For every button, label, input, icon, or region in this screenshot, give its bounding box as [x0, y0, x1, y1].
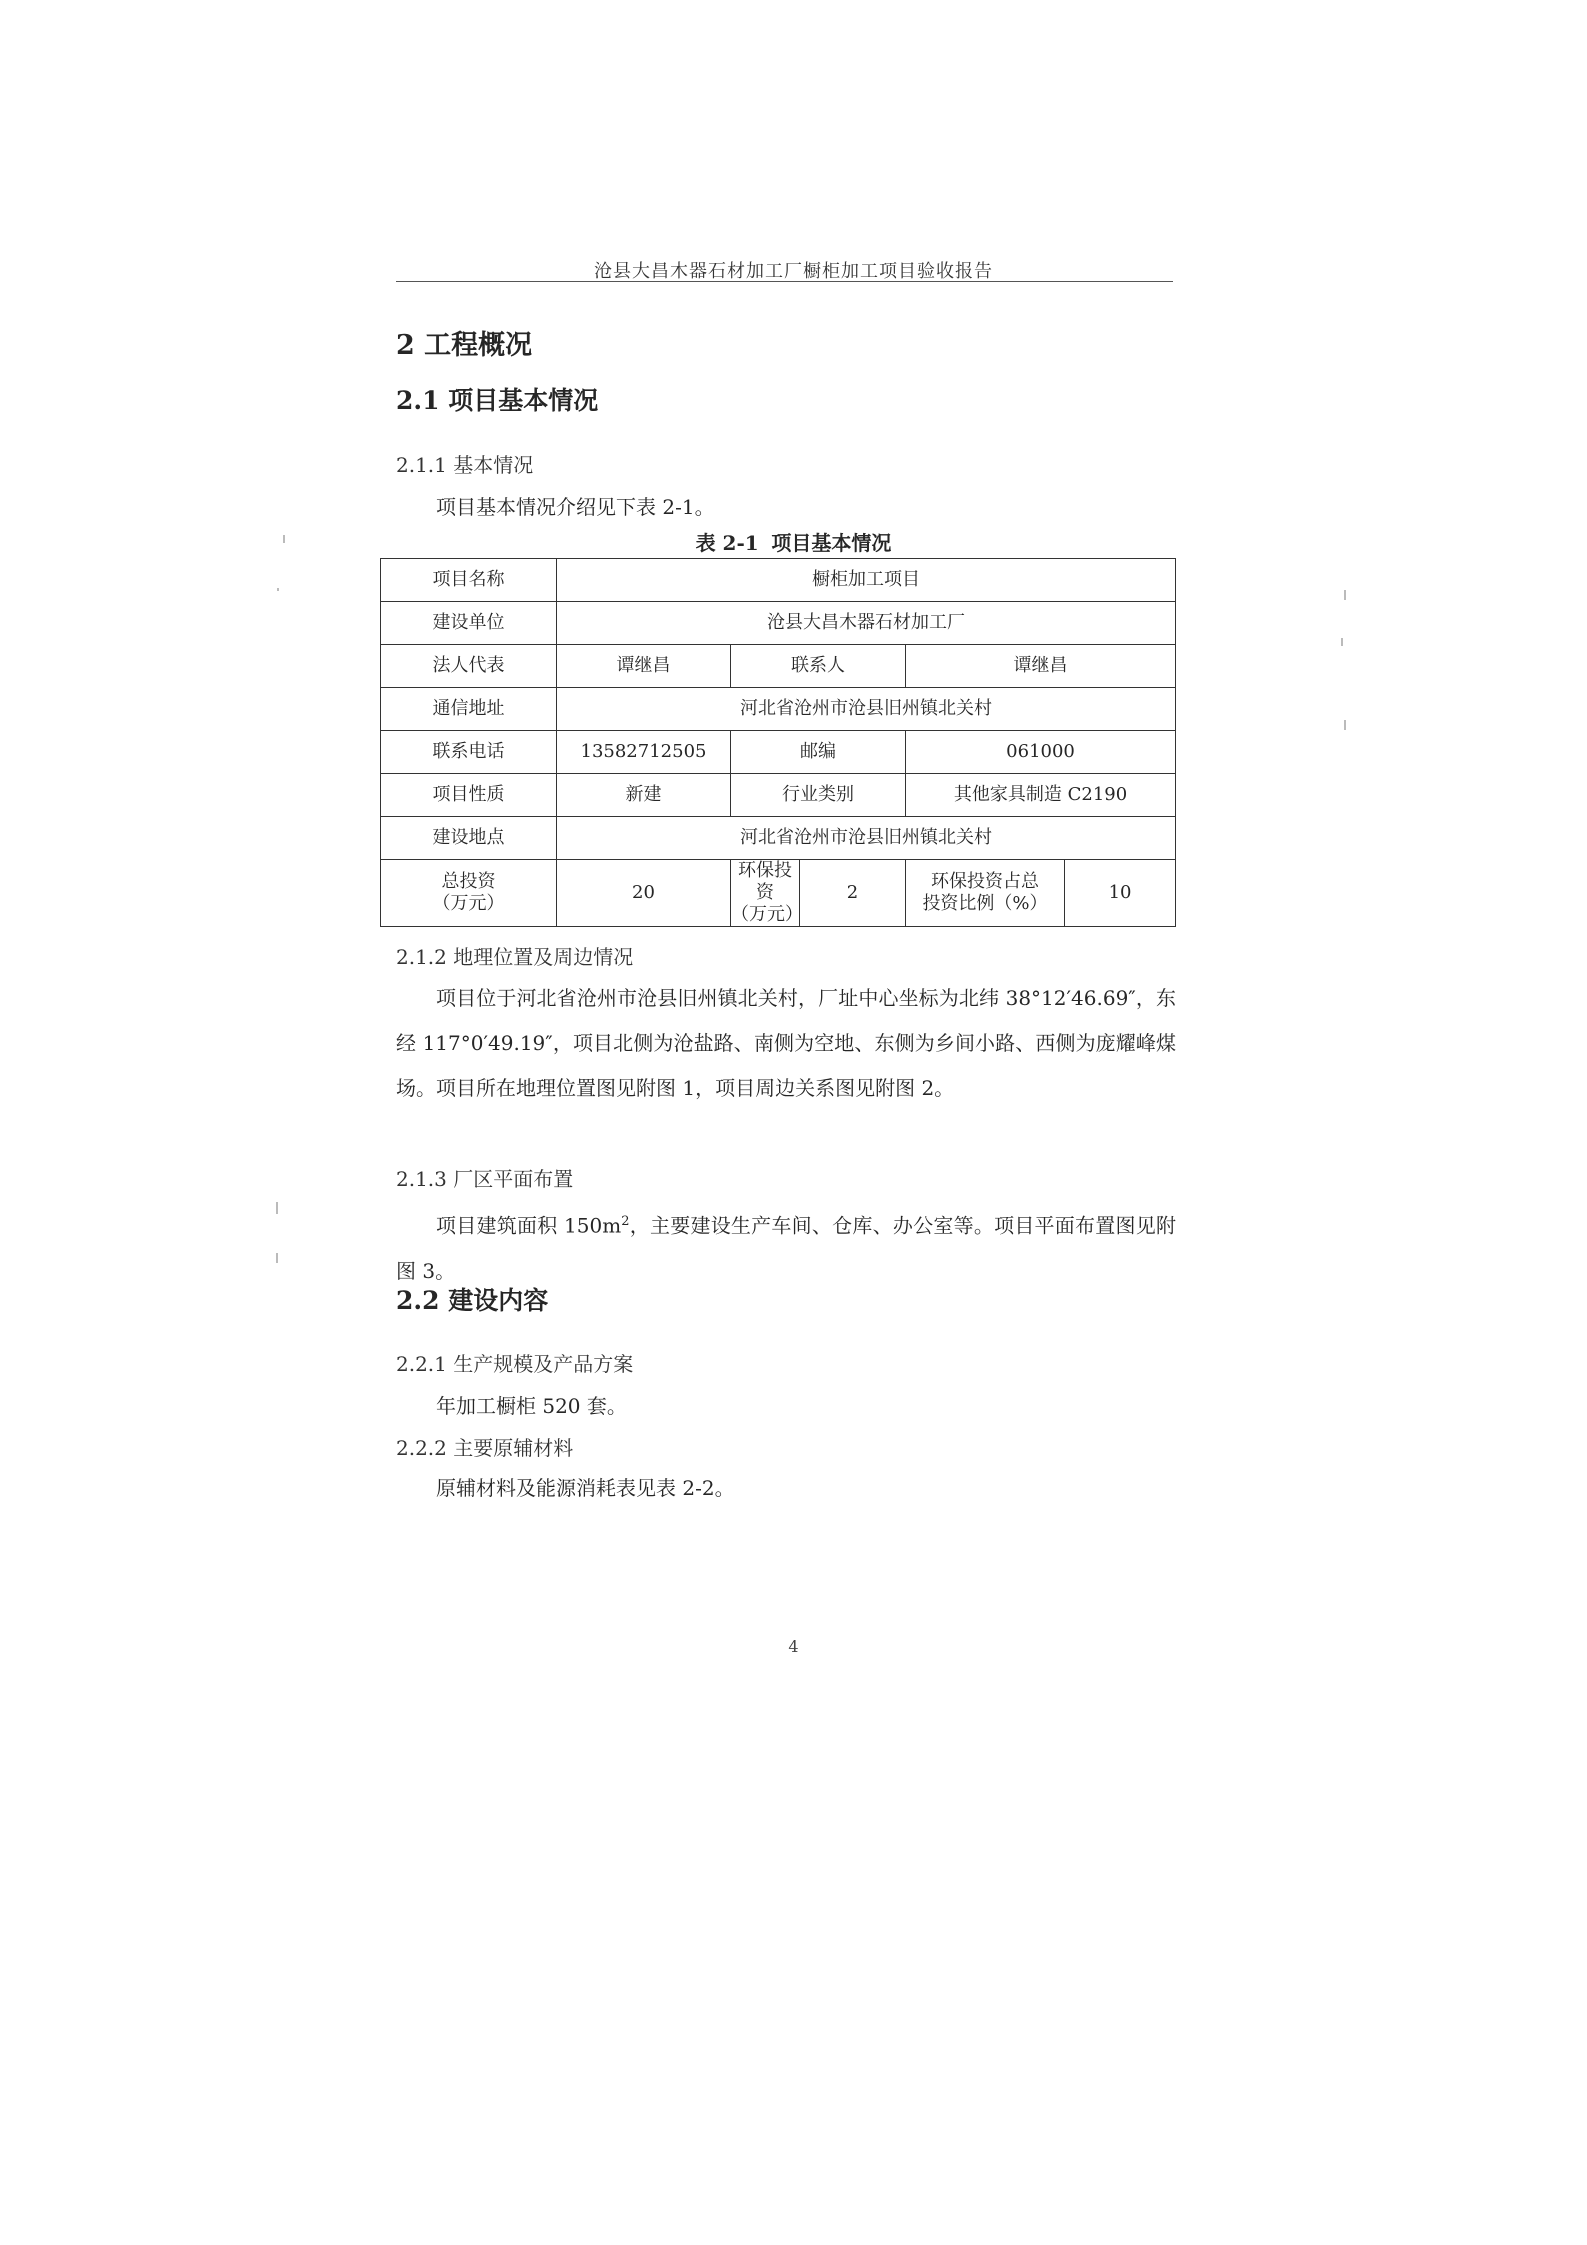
table-row: [381, 731, 1176, 774]
table-label-cell: [731, 860, 803, 927]
table-value-cell: 13582712505: [557, 731, 731, 774]
basic-info-table: [380, 558, 1176, 927]
table-label-cell: [381, 860, 557, 927]
header-rule: [396, 281, 1173, 282]
layout-text: ，主要建设生产车间、仓库、办公室等。项目平面布置图见附图 3。: [396, 1213, 1177, 1283]
section-2-2-heading: 2.2 建设内容: [396, 1286, 549, 1315]
table-value-cell: 橱柜加工项目: [557, 559, 1176, 602]
area-unit-superscript: 2: [621, 1214, 630, 1229]
label-line: 投资比例（%）: [922, 893, 1048, 914]
table-row: [381, 688, 1176, 731]
scan-speck: [1341, 638, 1343, 646]
table-value-cell: 河北省沧州市沧县旧州镇北关村: [557, 688, 1176, 731]
scan-speck: [276, 1253, 278, 1263]
table-label-cell: 联系电话: [381, 731, 557, 774]
table-value-cell: 沧县大昌木器石材加工厂: [557, 602, 1176, 645]
table-row: [381, 860, 1176, 927]
table-row: [381, 817, 1176, 860]
table-label-cell: 项目名称: [381, 559, 557, 602]
table-value-cell: 谭继昌: [557, 645, 731, 688]
table-row: [381, 559, 1176, 602]
table-row: [381, 602, 1176, 645]
table-caption-number: 表 2-1: [695, 531, 759, 555]
table-label-cell: 通信地址: [381, 688, 557, 731]
table-label-cell: 建设地点: [381, 817, 557, 860]
label-line: 环保投资占总: [931, 871, 1039, 892]
label-line: 总投资: [441, 871, 496, 892]
table-value-cell: 10: [1065, 860, 1176, 927]
area-text: 项目建筑面积 150m: [436, 1213, 622, 1238]
section-2-heading: 2 工程概况: [396, 330, 533, 361]
table-value-cell: 新建: [557, 774, 731, 817]
table-row: [381, 774, 1176, 817]
section-2-2-1-heading: 2.2.1 生产规模及产品方案: [396, 1352, 634, 1376]
table-label-cell: 法人代表: [381, 645, 557, 688]
label-line: 环保投资: [738, 860, 792, 903]
scan-speck: [1344, 720, 1346, 730]
section-2-1-2-text: 项目位于河北省沧州市沧县旧州镇北关村，厂址中心坐标为北纬 38°12′46.69″，东经 117°0′49.19″，项目北侧为沧盐路、南侧为空地、东侧为乡间小路、西侧为庞耀峰煤场。项目所在地理位置图见附图 1，项目周边关系图见附图 2。: [396, 986, 1176, 1100]
page-number: 4: [788, 1637, 799, 1656]
section-2-1-3-heading: 2.1.3 厂区平面布置: [396, 1167, 574, 1191]
scan-speck: [276, 1202, 278, 1214]
label-line: （万元）: [432, 893, 505, 914]
section-2-1-1-heading: 2.1.1 基本情况: [396, 453, 534, 477]
section-2-1-2-heading: 2.1.2 地理位置及周边情况: [396, 945, 634, 969]
table-value-cell: 其他家具制造 C2190: [906, 774, 1176, 817]
table-label-cell: 建设单位: [381, 602, 557, 645]
scan-speck: [277, 588, 279, 591]
section-2-1-3-text: [396, 1199, 1176, 1294]
scan-speck: [1344, 590, 1346, 600]
section-2-2-2-heading: 2.2.2 主要原辅材料: [396, 1436, 574, 1460]
table-caption: [0, 527, 1587, 556]
running-header: 沧县大昌木器石材加工厂橱柜加工项目验收报告: [594, 261, 993, 282]
table-value-cell: 谭继昌: [906, 645, 1176, 688]
table-value-cell: 061000: [906, 731, 1176, 774]
table-value-cell: 20: [557, 860, 731, 927]
section-2-1-1-text: 项目基本情况介绍见下表 2-1。: [436, 495, 715, 519]
section-2-2-1-text: 年加工橱柜 520 套。: [436, 1394, 627, 1418]
label-line: （万元）: [731, 904, 803, 925]
scan-speck: [283, 535, 285, 543]
table-label-cell: 联系人: [731, 645, 906, 688]
table-value-cell: 2: [800, 860, 906, 927]
table-label-cell: 行业类别: [731, 774, 906, 817]
table-label-cell: 项目性质: [381, 774, 557, 817]
table-caption-text: 项目基本情况: [771, 531, 892, 555]
table-row: [381, 645, 1176, 688]
table-label-cell: 邮编: [731, 731, 906, 774]
table-value-cell: 河北省沧州市沧县旧州镇北关村: [557, 817, 1176, 860]
section-2-1-heading: 2.1 项目基本情况: [396, 386, 599, 415]
table-label-cell: [906, 860, 1065, 927]
section-2-2-2-text: 原辅材料及能源消耗表见表 2-2。: [436, 1476, 735, 1500]
